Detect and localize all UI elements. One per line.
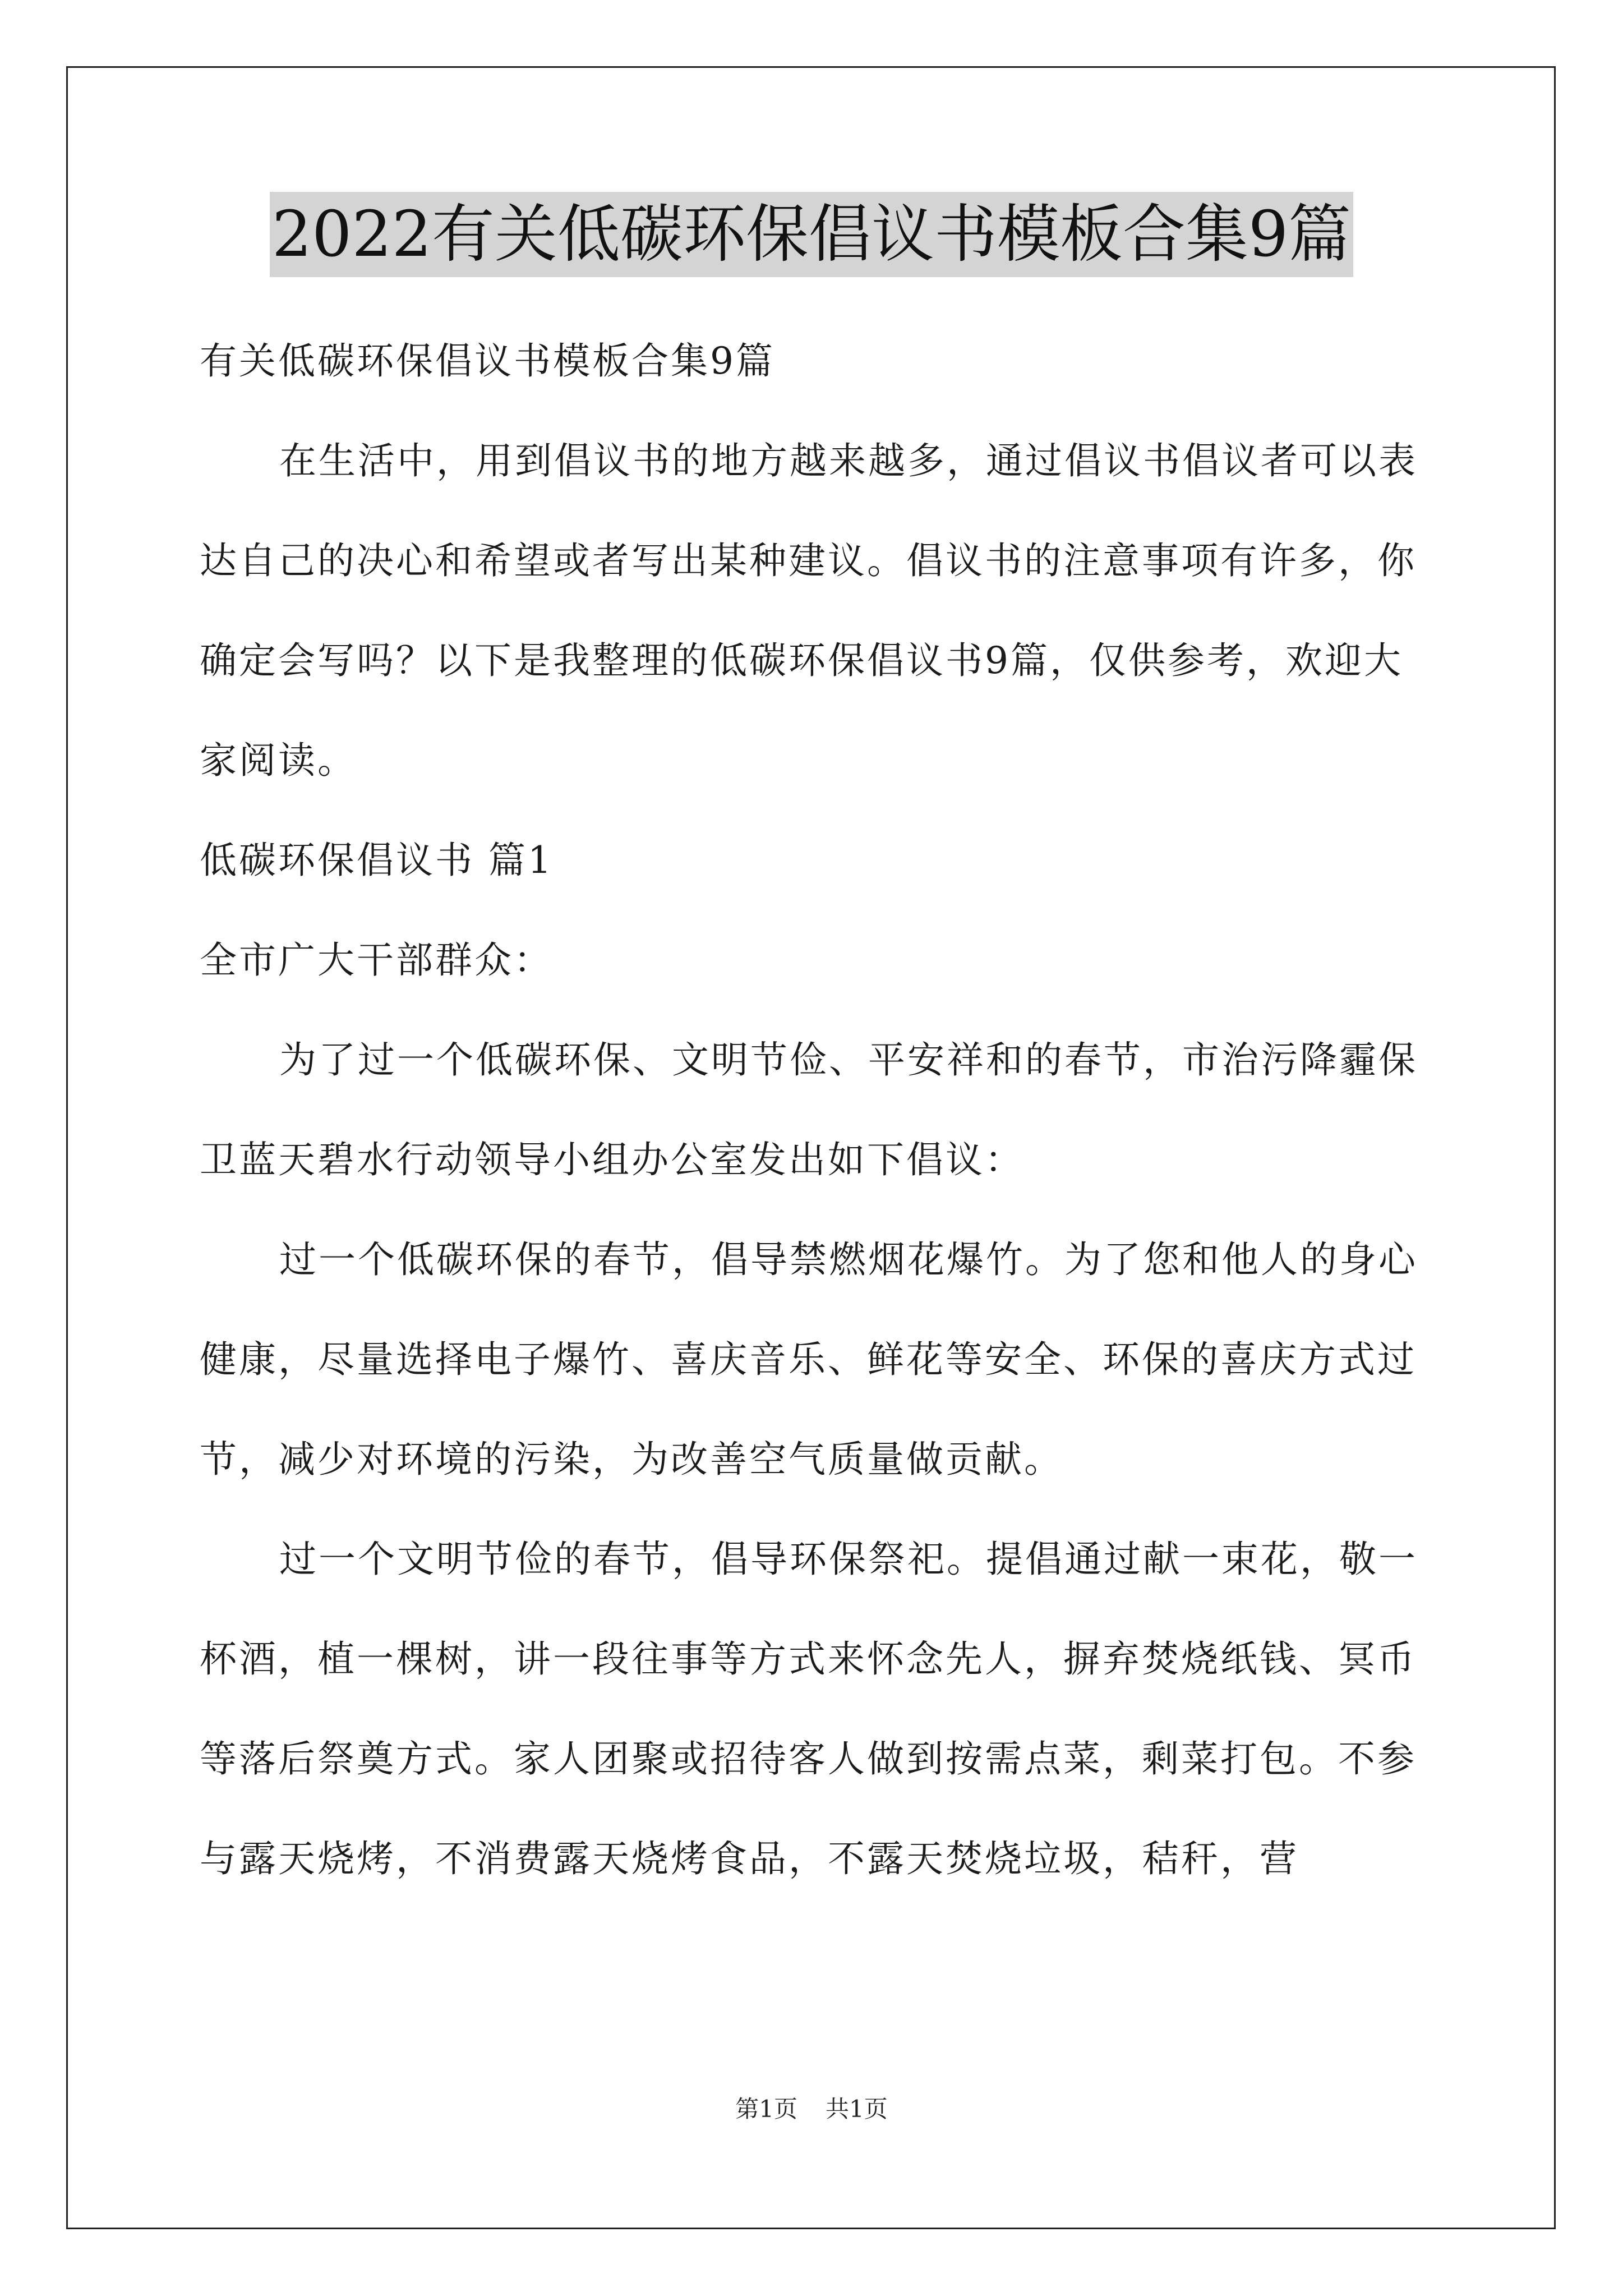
paragraph: 在生活中，用到倡议书的地方越来越多，通过倡议书倡议者可以表达自己的决心和希望或者写出某种建议。倡议书的注意事项有许多，你确定会写吗？以下是我整理的低碳环保倡议书9篇，仅供参考，欢迎大家阅读。 <box>200 439 1418 782</box>
document-title: 2022有关低碳环保倡议书模板合集9篇 <box>270 192 1353 277</box>
paragraph: 过一个文明节俭的春节，倡导环保祭祀。提倡通过献一束花，敬一杯酒，植一棵树，讲一段往事等方式来怀念先人，摒弃焚烧纸钱、冥币等落后祭奠方式。家人团聚或招待客人做到按需点菜，剩菜打包。不参与露天烧烤，不消费露天烧烤食品，不露天焚烧垃圾，秸秆，营 <box>200 1538 1418 1880</box>
page-total: 共1页 <box>826 2095 888 2123</box>
document-body <box>200 311 1431 1909</box>
salutation: 全市广大干部群众： <box>200 938 553 982</box>
title-wrap <box>0 192 1623 277</box>
paragraph: 有关低碳环保倡议书模板合集9篇 <box>200 339 775 383</box>
page-number: 第1页 <box>735 2095 797 2123</box>
section-heading: 低碳环保倡议书 篇1 <box>200 839 554 882</box>
paragraph: 为了过一个低碳环保、文明节俭、平安祥和的春节，市治污降霾保卫蓝天碧水行动领导小组办公室发出如下倡议： <box>200 1038 1418 1181</box>
page-footer <box>0 2092 1623 2126</box>
paragraph: 过一个低碳环保的春节，倡导禁燃烟花爆竹。为了您和他人的身心健康，尽量选择电子爆竹、喜庆音乐、鲜花等安全、环保的喜庆方式过节，减少对环境的污染，为改善空气质量做贡献。 <box>200 1238 1418 1481</box>
